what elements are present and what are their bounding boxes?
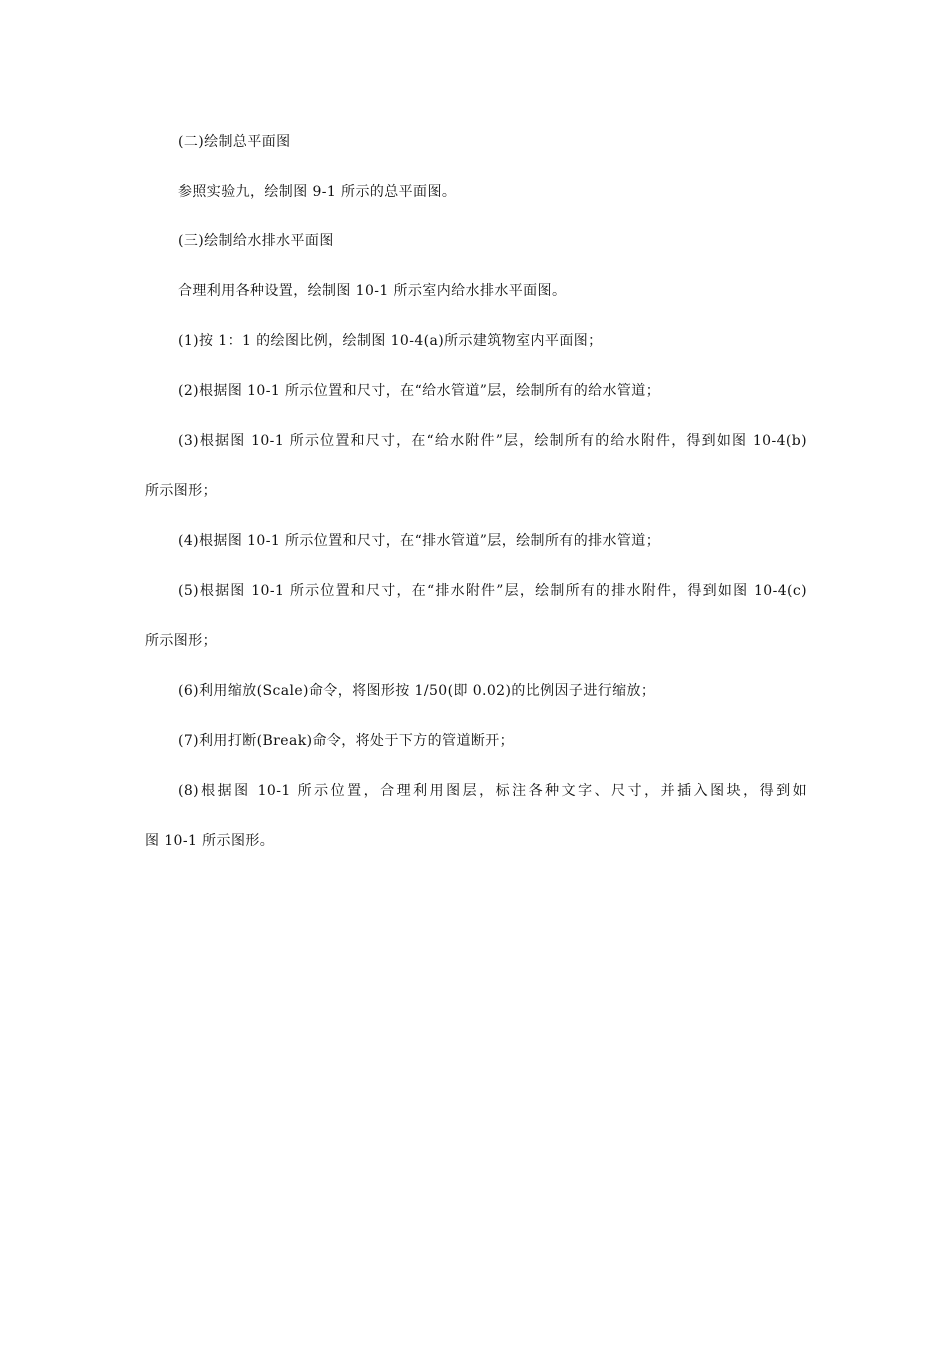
step-line-5-continued: 所示图形； — [145, 633, 217, 649]
step-line-4: (4)根据图 10-1 所示位置和尺寸，在“排水管道”层，绘制所有的排水管道； — [178, 533, 661, 549]
paragraph-line: 参照实验九，绘制图 9-1 所示的总平面图。 — [178, 184, 457, 200]
section-heading-water-plan: (三)绘制给水排水平面图 — [178, 233, 334, 249]
step-line-6: (6)利用缩放(Scale)命令，将图形按 1/50(即 0.02)的比例因子进行缩放； — [178, 683, 656, 699]
step-line-8-continued: 图 10-1 所示图形。 — [145, 833, 275, 849]
step-line-3-continued: 所示图形； — [145, 483, 217, 499]
step-line-7: (7)利用打断(Break)命令，将处于下方的管道断开； — [178, 733, 515, 749]
step-line-3: (3)根据图 10-1 所示位置和尺寸，在“给水附件”层，绘制所有的给水附件，得到如图 10-4(b) — [178, 433, 807, 449]
step-line-1: (1)按 1：1 的绘图比例，绘制图 10-4(a)所示建筑物室内平面图； — [178, 333, 603, 349]
step-line-2: (2)根据图 10-1 所示位置和尺寸，在“给水管道”层，绘制所有的给水管道； — [178, 383, 661, 399]
paragraph-line: 合理利用各种设置，绘制图 10-1 所示室内给水排水平面图。 — [178, 283, 567, 299]
section-heading-site-plan: (二)绘制总平面图 — [178, 134, 291, 150]
step-line-5: (5)根据图 10-1 所示位置和尺寸，在“排水附件”层，绘制所有的排水附件，得到如图 10-4(c) — [178, 583, 807, 599]
step-line-8: (8)根据图 10-1 所示位置，合理利用图层，标注各种文字、尺寸，并插入图块，得到如 — [178, 783, 807, 799]
